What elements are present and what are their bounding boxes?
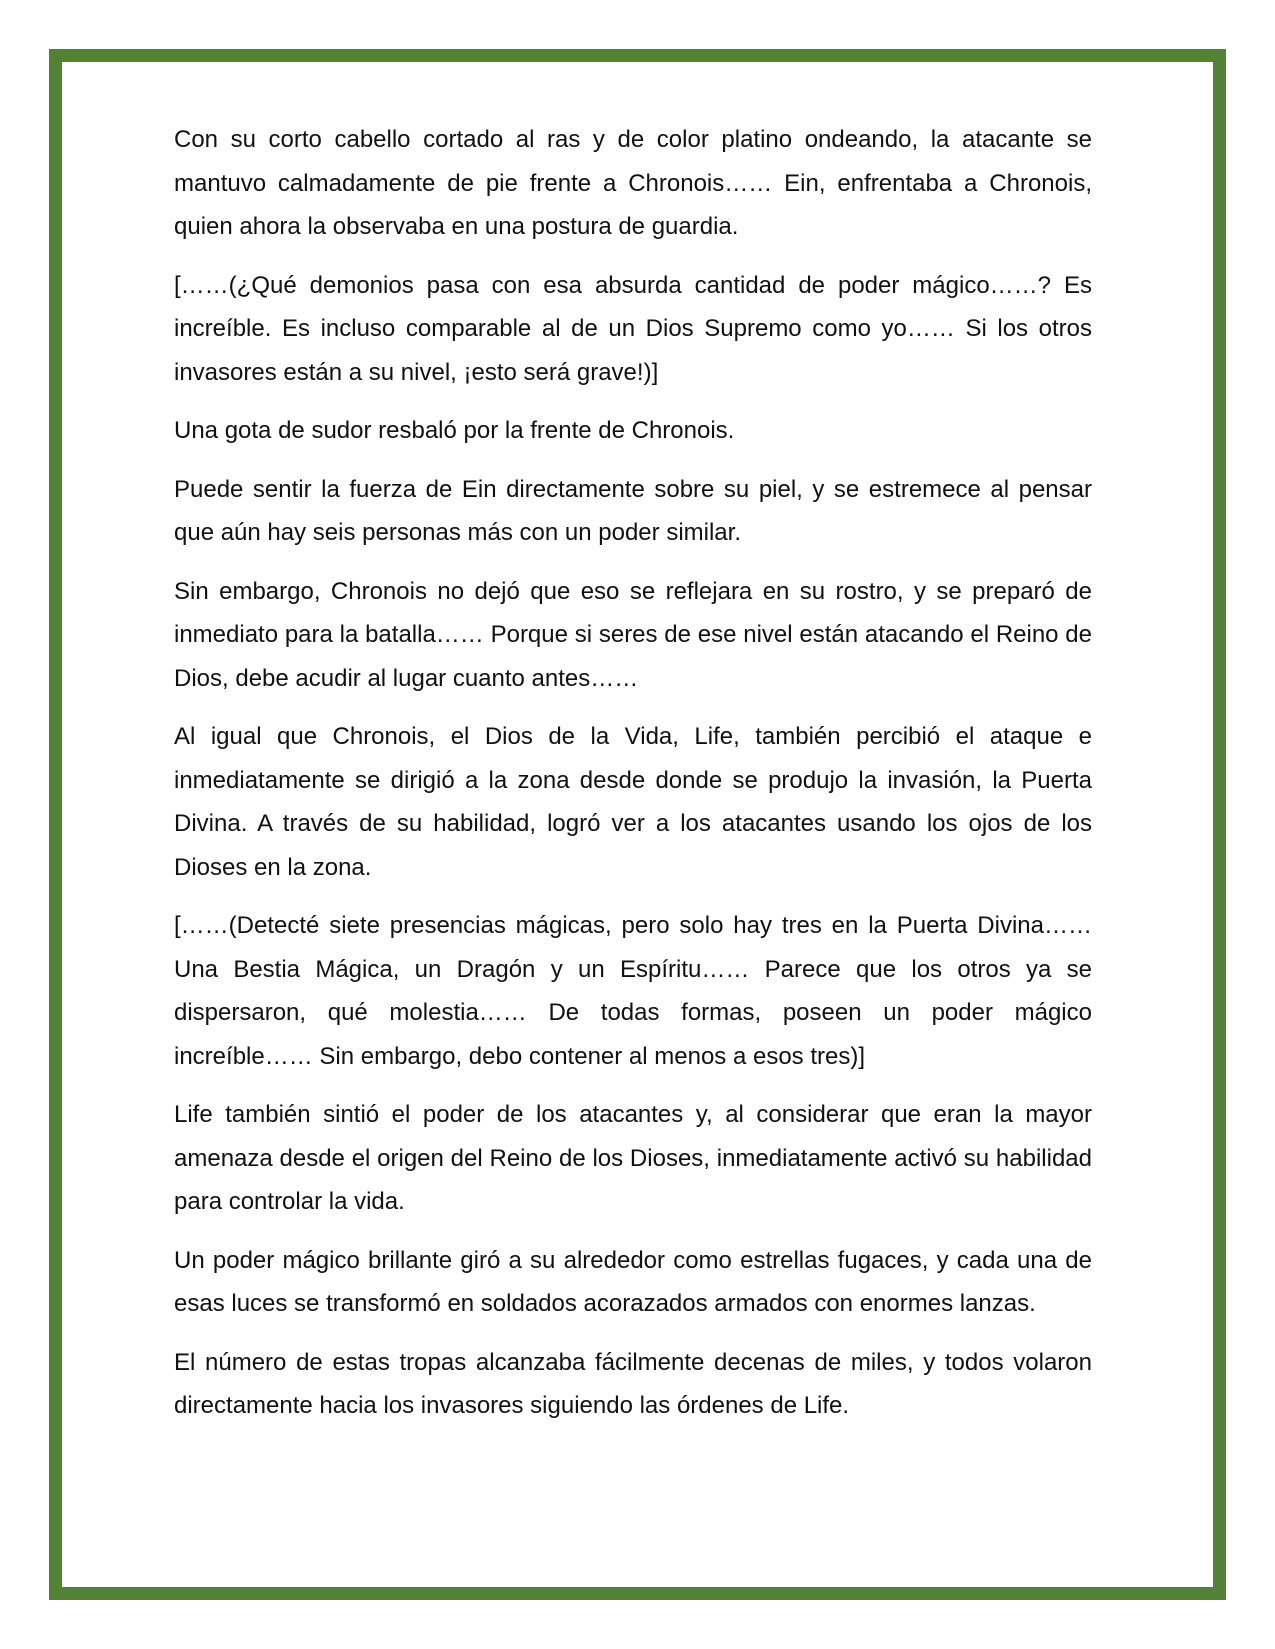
paragraph: El número de estas tropas alcanzaba fácilmente decenas de miles, y todos volaron directamente hacia los invasores siguiendo las órdenes de Life. xyxy=(174,1348,1092,1419)
paragraph: Un poder mágico brillante giró a su alrededor como estrellas fugaces, y cada una de esas luces se transformó en soldados acorazados armados con enormes lanzas. xyxy=(174,1246,1092,1317)
paragraph: Life también sintió el poder de los atacantes y, al considerar que eran la mayor amenaza desde el origen del Reino de los Dioses, inmediatamente activó su habilidad para controlar la vida. xyxy=(174,1101,1092,1215)
paragraph: Sin embargo, Chronois no dejó que eso se reflejara en su rostro, y se preparó de inmediato para la batalla…… Porque si seres de ese nivel están atacando el Reino de Dios, debe acudir al lugar cuanto antes…… xyxy=(174,577,1092,692)
paragraph: Al igual que Chronois, el Dios de la Vida, Life, también percibió el ataque e inmediatamente se dirigió a la zona desde donde se produjo la invasión, la Puerta Divina. A través de su habilidad, logró ver a los atacantes usando los ojos de los Dioses en la zona. xyxy=(174,723,1092,881)
paragraph: Puede sentir la fuerza de Ein directamente sobre su piel, y se estremece al pensar que aún hay seis personas más con un poder similar. xyxy=(174,475,1092,546)
paragraph: [……(Detecté siete presencias mágicas, pero solo hay tres en la Puerta Divina…… Una Bestia Mágica, un Dragón y un Espíritu…… Parece que los otros ya se dispersaron, qué molestia…… De todas formas, poseen un poder mágico increíble…… Sin embargo, debo contener al menos a esos tres)] xyxy=(174,912,1092,1070)
paragraph: [……(¿Qué demonios pasa con esa absurda cantidad de poder mágico……? Es increíble. Es incluso comparable al de un Dios Supremo como yo…… Si los otros invasores están a su nivel, ¡esto será grave!)] xyxy=(174,271,1092,386)
document-body xyxy=(174,118,1092,1443)
paragraph: Una gota de sudor resbaló por la frente de Chronois. xyxy=(174,417,735,444)
paragraph: Con su corto cabello cortado al ras y de color platino ondeando, la atacante se mantuvo calmadamente de pie frente a Chronois…… Ein, enfrentaba a Chronois, quien ahora la observaba en una postura de guardia. xyxy=(174,126,1092,240)
